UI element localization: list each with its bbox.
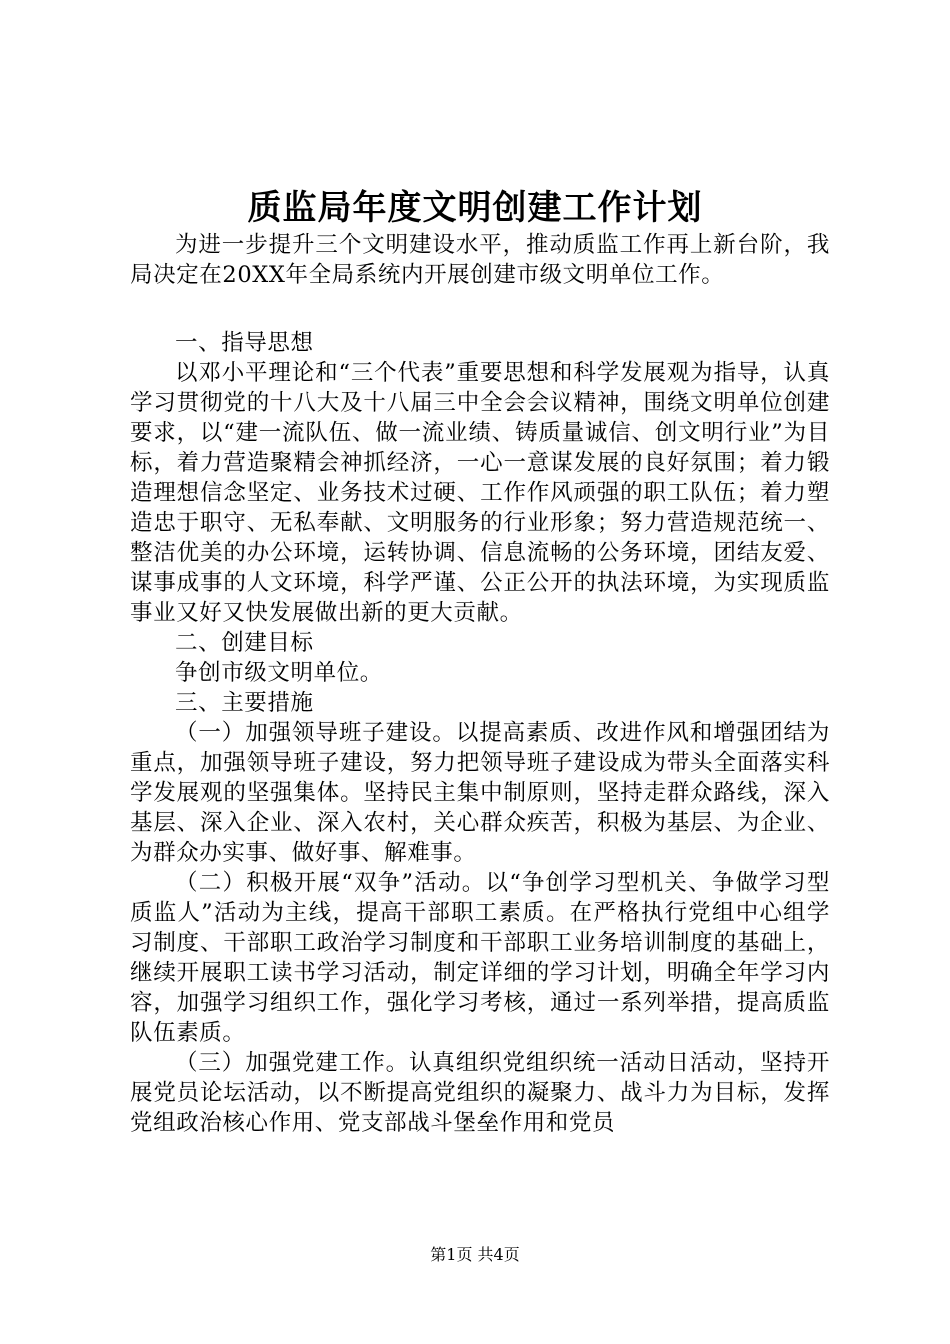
section-heading-goal: 二、创建目标 — [175, 630, 314, 656]
guiding-thought-paragraph: 以邓小平理论和“三个代表”重要思想和科学发展观为指导，认真学习贯彻党的十八大及十八届三中全会会议精神，围绕文明单位创建要求，以“建一流队伍、做一流业绩、铸质量诚信、创文明行业”为目标，着力营造聚精会神抓经济，一心一意谋发展的良好氛围；着力锻造理想信念坚定、业务技术过硬、工作作风顽强的职工队伍；着力塑造忠于职守、无私奉献、文明服务的行业形象；努力营造规范统一、整洁优美的办公环境，运转协调、信息流畅的公务环境，团结友爱、谋事成事的人文环境，科学严谨、公正公开的执法环境，为实现质监事业又好又快发展做出新的更大贡献。 — [130, 360, 830, 626]
section-heading-guiding-thought: 一、指导思想 — [175, 330, 314, 356]
page-footer: 第1页 共4页 — [430, 1245, 520, 1264]
intro-paragraph: 为进一步提升三个文明建设水平，推动质监工作再上新台阶，我局决定在20XX年全局系统内开展创建市级文明单位工作。 — [130, 232, 830, 288]
goal-paragraph: 争创市级文明单位。 — [175, 660, 383, 686]
measure-3-paragraph: （三）加强党建工作。认真组织党组织统一活动日活动，坚持开展党员论坛活动，以不断提高党组织的凝聚力、战斗力为目标，发挥党组政治核心作用、党支部战斗堡垒作用和党员 — [130, 1050, 830, 1136]
document-body — [130, 230, 830, 1138]
measure-2-paragraph: （二）积极开展“双争”活动。以“争创学习型机关、争做学习型质监人”活动为主线，提高干部职工素质。在严格执行党组中心组学习制度、干部职工政治学习制度和干部职工业务培训制度的基础上，继续开展职工读书学习活动，制定详细的学习计划，明确全年学习内容，加强学习组织工作，强化学习考核，通过一系列举措，提高质监队伍素质。 — [130, 870, 830, 1046]
document-title: 质监局年度文明创建工作计划 — [247, 188, 703, 228]
section-heading-measures: 三、主要措施 — [175, 690, 314, 716]
measure-1-paragraph: （一）加强领导班子建设。以提高素质、改进作风和增强团结为重点，加强领导班子建设，努力把领导班子建设成为带头全面落实科学发展观的坚强集体。坚持民主集中制原则，坚持走群众路线，深入基层、深入企业、深入农村，关心群众疾苦，积极为基层、为企业、为群众办实事、做好事、解难事。 — [130, 720, 830, 866]
